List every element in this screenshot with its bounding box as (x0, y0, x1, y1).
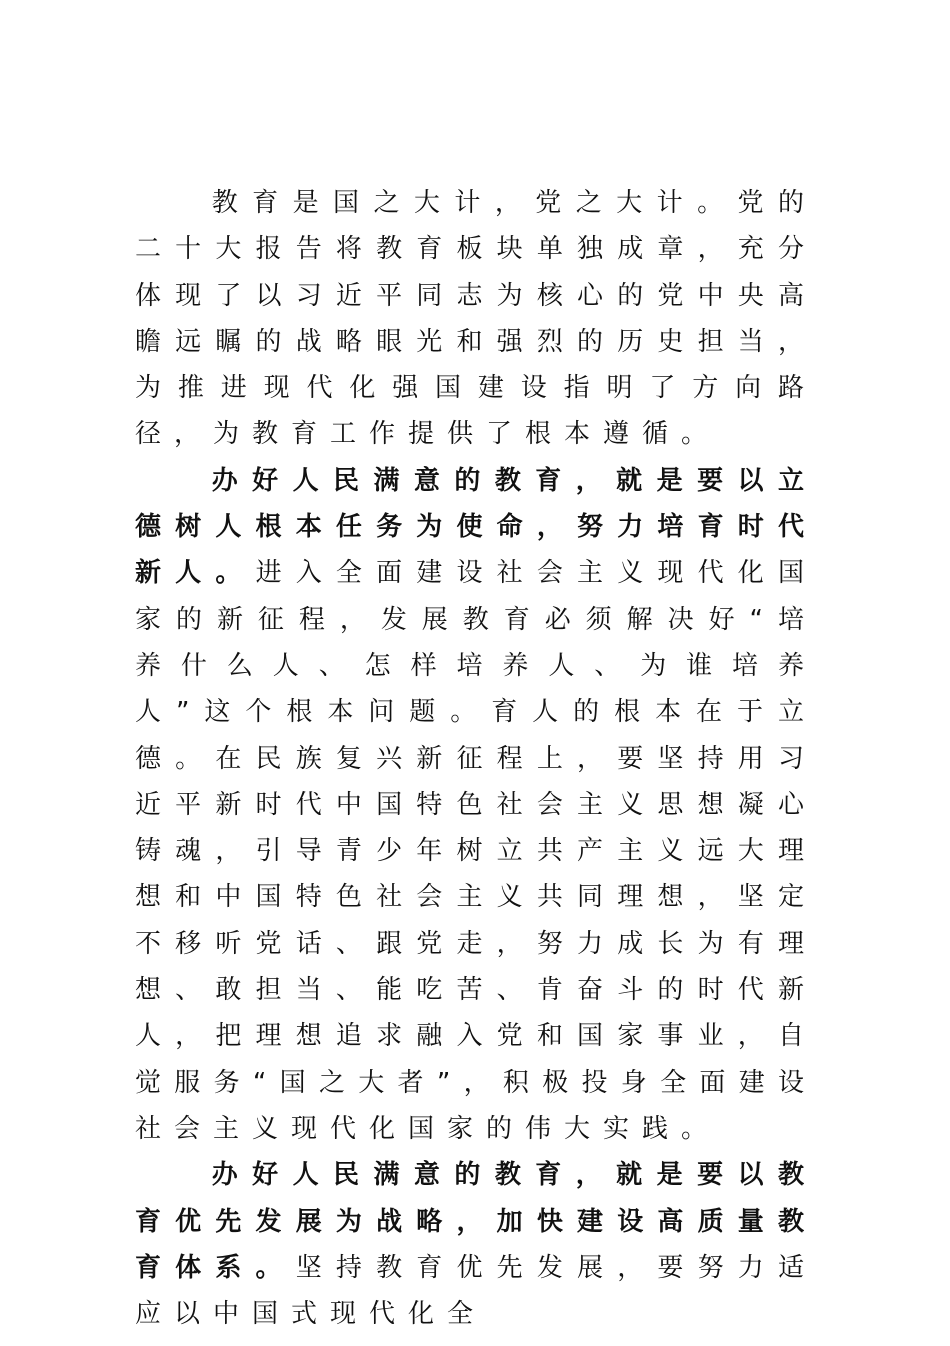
paragraph-2 (135, 458, 817, 1152)
article-body (135, 180, 817, 1337)
paragraph-3-text: 坚持教育优先发展，要努力适应以中国式现代化全 (135, 1252, 817, 1330)
paragraph-2-text: 进入全面建设社会主义现代化国家的新征程，发展教育必须解决好“培养什么人、怎样培养人、为谁培养人”这个根本问题。育人的根本在于立德。在民族复兴新征程上，要坚持用习近平新时代中国特色社会主义思想凝心铸魂，引导青少年树立共产主义远大理想和中国特色社会主义共同理想，坚定不移听党话、跟党走，努力成长为有理想、敢担当、能吃苦、肯奋斗的时代新人，把理想追求融入党和国家事业，自觉服务“国之大者”，积极投身全面建设社会主义现代化国家的伟大实践。 (135, 558, 817, 1144)
paragraph-2-lead: 办好人民满意的教育，就是要以立德树人根本任务为使命，努力培育时代新人。 (135, 465, 817, 589)
paragraph-3-lead: 办好人民满意的教育，就是要以教育优先发展为战略，加快建设高质量教育体系。 (135, 1160, 817, 1283)
paragraph-3 (135, 1152, 817, 1337)
paragraph-1 (135, 180, 817, 458)
paragraph-1-text: 教育是国之大计，党之大计。党的二十大报告将教育板块单独成章，充分体现了以习近平同志为核心的党中央高瞻远瞩的战略眼光和强烈的历史担当，为推进现代化强国建设指明了方向路径，为教育工作提供了根本遵循。 (135, 188, 817, 450)
